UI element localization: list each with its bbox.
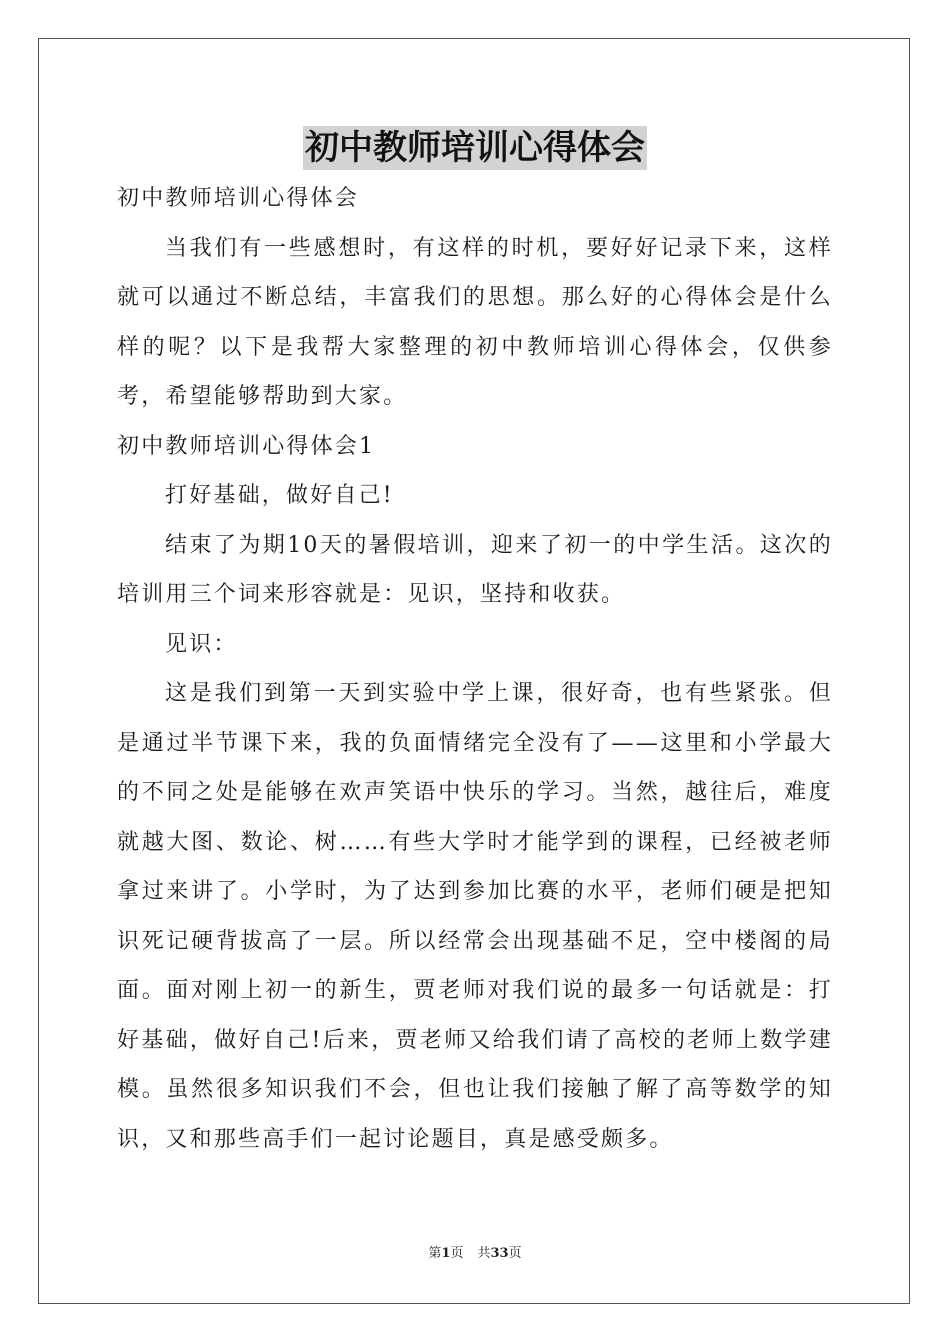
document-title: 初中教师培训心得体会 — [305, 128, 645, 168]
document-body — [117, 174, 833, 1164]
page-number: 1 — [441, 1246, 451, 1261]
total-prefix: 共 — [477, 1246, 491, 1261]
total-suffix: 页 — [508, 1246, 522, 1261]
paragraph: 打好基础，做好自己! — [165, 483, 394, 508]
paragraph: 结束了为期10天的暑假培训，迎来了初一的中学生活。这次的培训用三个词来形容就是：见识，坚持和收获。 — [117, 532, 833, 607]
paragraph: 见识： — [165, 631, 238, 657]
page-suffix: 页 — [450, 1246, 464, 1261]
paragraph: 初中教师培训心得体会1 — [117, 433, 376, 459]
title-container — [0, 126, 950, 170]
paragraph: 初中教师培训心得体会 — [117, 186, 360, 211]
page-footer — [0, 1244, 950, 1264]
paragraph: 这是我们到第一天到实验中学上课，很好奇，也有些紧张。但是通过半节课下来，我的负面情绪完全没有了——这里和小学最大的不同之处是能够在欢声笑语中快乐的学习。当然，越往后，难度就越大图、数论、树……有些大学时才能学到的课程，已经被老师拿过来讲了。小学时，为了达到参加比赛的水平，老师们硬是把知识死记硬背拔高了一层。所以经常会出现基础不足，空中楼阁的局面。面对刚上初一的新生，贾老师对我们说的最多一句话就是：打好基础，做好自己!后来，贾老师又给我们请了高校的老师上数学建模。虽然很多知识我们不会，但也让我们接触了解了高等数学的知识，又和那些高手们一起讨论题目，真是感受颇多。 — [117, 681, 833, 1152]
page-prefix: 第 — [428, 1246, 442, 1261]
paragraph: 当我们有一些感想时，有这样的时机，要好好记录下来，这样就可以通过不断总结，丰富我们的思想。那么好的心得体会是什么样的呢？以下是我帮大家整理的初中教师培训心得体会，仅供参考，希望能够帮助到大家。 — [117, 235, 833, 409]
total-pages: 33 — [490, 1246, 509, 1261]
